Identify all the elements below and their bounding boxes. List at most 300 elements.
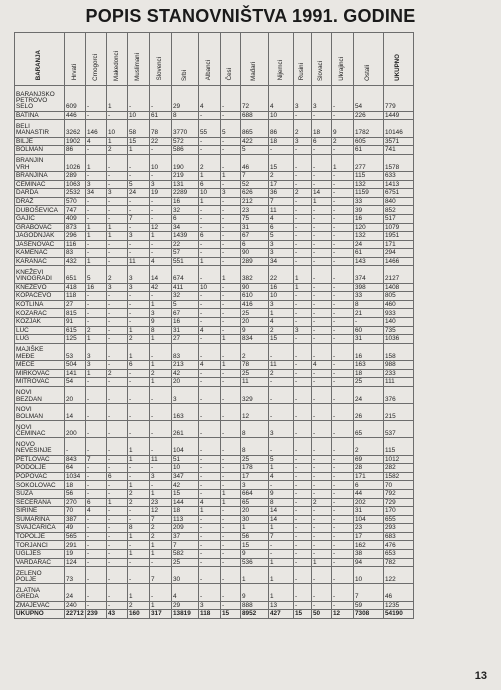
settlement-name-line: LUG bbox=[16, 335, 30, 343]
table-cell: 49 bbox=[65, 524, 86, 533]
settlement-name-cell bbox=[15, 171, 65, 180]
table-cell: - bbox=[332, 335, 354, 344]
table-cell: - bbox=[107, 421, 128, 438]
table-cell: 1 bbox=[128, 584, 150, 601]
table-cell: 3 bbox=[150, 180, 172, 189]
table-cell: 7 bbox=[172, 541, 199, 550]
table-cell: - bbox=[221, 369, 241, 378]
table-cell: - bbox=[128, 421, 150, 438]
table-row bbox=[15, 232, 414, 241]
table-cell: - bbox=[86, 524, 107, 533]
table-cell: - bbox=[199, 146, 221, 155]
table-cell: 26 bbox=[354, 403, 384, 420]
table-cell: 3 bbox=[86, 361, 107, 370]
column-header bbox=[15, 33, 65, 86]
settlement-name-cell bbox=[15, 524, 65, 533]
table-cell: - bbox=[294, 489, 312, 498]
table-cell: 2 bbox=[128, 489, 150, 498]
row-total-cell: 933 bbox=[384, 309, 414, 318]
table-cell: 888 bbox=[241, 601, 269, 610]
table-cell: 202 bbox=[354, 498, 384, 507]
settlement-name-cell bbox=[15, 481, 65, 490]
table-cell: 104 bbox=[172, 438, 199, 455]
table-cell: 31 bbox=[354, 507, 384, 516]
table-cell: 7 bbox=[269, 532, 294, 541]
table-cell: 143 bbox=[354, 257, 384, 266]
table-cell: - bbox=[86, 438, 107, 455]
column-header-label: Srbi bbox=[180, 69, 188, 81]
table-cell: 3 bbox=[128, 232, 150, 241]
row-total-cell: 215 bbox=[384, 403, 414, 420]
table-cell: 104 bbox=[354, 515, 384, 524]
table-cell: - bbox=[354, 318, 384, 327]
table-row bbox=[15, 283, 414, 292]
settlement-name-cell bbox=[15, 309, 65, 318]
table-cell: 65 bbox=[354, 421, 384, 438]
settlement-name-line: ŠEĆERANA bbox=[16, 498, 52, 506]
row-total-cell: 653 bbox=[384, 550, 414, 559]
table-cell: - bbox=[294, 180, 312, 189]
table-cell: 24 bbox=[354, 386, 384, 403]
table-cell: 5 bbox=[221, 120, 241, 137]
table-cell: 1 bbox=[107, 86, 128, 112]
table-cell: - bbox=[221, 403, 241, 420]
table-cell: 289 bbox=[65, 171, 86, 180]
table-cell: 3 bbox=[107, 283, 128, 292]
table-cell: - bbox=[86, 541, 107, 550]
table-cell: 163 bbox=[172, 403, 199, 420]
table-cell: - bbox=[107, 378, 128, 387]
table-cell: 6 bbox=[172, 214, 199, 223]
table-cell: 416 bbox=[241, 300, 269, 309]
table-cell: - bbox=[128, 240, 150, 249]
table-cell: - bbox=[294, 197, 312, 206]
settlement-name-line: KOZJAK bbox=[16, 318, 41, 326]
table-cell: 83 bbox=[65, 249, 86, 258]
table-cell: 30 bbox=[172, 567, 199, 584]
table-cell: 17 bbox=[269, 180, 294, 189]
table-cell: 1 bbox=[150, 489, 172, 498]
table-cell: 25 bbox=[241, 455, 269, 464]
table-cell: - bbox=[199, 206, 221, 215]
settlement-name-line: ZMAJEVAC bbox=[16, 601, 50, 609]
table-cell: 86 bbox=[65, 146, 86, 155]
table-cell: 23 bbox=[150, 498, 172, 507]
table-cell: - bbox=[199, 421, 221, 438]
table-cell: - bbox=[294, 567, 312, 584]
table-cell: - bbox=[86, 111, 107, 120]
table-cell: 4 bbox=[269, 472, 294, 481]
table-row bbox=[15, 257, 414, 266]
settlement-name-cell bbox=[15, 197, 65, 206]
table-cell: 4 bbox=[312, 361, 332, 370]
table-cell: 1 bbox=[269, 309, 294, 318]
table-cell: - bbox=[294, 171, 312, 180]
settlement-name-line: SELO bbox=[16, 103, 34, 111]
table-cell: 46 bbox=[241, 154, 269, 171]
table-cell: 20 bbox=[65, 386, 86, 403]
table-cell: - bbox=[128, 472, 150, 481]
table-cell: 6 bbox=[199, 180, 221, 189]
table-cell: 91 bbox=[65, 318, 86, 327]
settlement-name-cell bbox=[15, 541, 65, 550]
settlement-name-cell bbox=[15, 601, 65, 610]
table-cell: 31 bbox=[172, 326, 199, 335]
table-cell: 61 bbox=[354, 146, 384, 155]
row-total-cell: 46 bbox=[384, 584, 414, 601]
table-row bbox=[15, 137, 414, 146]
table-cell: - bbox=[221, 515, 241, 524]
table-cell: 422 bbox=[241, 137, 269, 146]
table-cell: 1034 bbox=[65, 472, 86, 481]
table-cell: 10 bbox=[269, 111, 294, 120]
table-cell: 18 bbox=[354, 369, 384, 378]
table-cell: 1 bbox=[128, 438, 150, 455]
table-cell: - bbox=[269, 438, 294, 455]
row-total-cell: 805 bbox=[384, 292, 414, 301]
settlement-name-cell bbox=[15, 403, 65, 420]
table-cell: - bbox=[294, 369, 312, 378]
table-cell: - bbox=[86, 421, 107, 438]
table-cell: - bbox=[107, 361, 128, 370]
table-row bbox=[15, 515, 414, 524]
table-cell: 11 bbox=[269, 206, 294, 215]
settlement-name-cell bbox=[15, 361, 65, 370]
table-cell: - bbox=[332, 524, 354, 533]
table-cell: - bbox=[294, 524, 312, 533]
table-cell: - bbox=[221, 464, 241, 473]
table-cell: - bbox=[294, 386, 312, 403]
settlement-name-line: SUZA bbox=[16, 490, 34, 498]
row-total-cell: 6751 bbox=[384, 189, 414, 198]
table-cell: 132 bbox=[354, 180, 384, 189]
table-cell: 6 bbox=[269, 223, 294, 232]
table-cell: 1 bbox=[128, 146, 150, 155]
table-cell: 2 bbox=[332, 137, 354, 146]
table-cell: - bbox=[332, 455, 354, 464]
table-cell: - bbox=[294, 498, 312, 507]
table-row bbox=[15, 558, 414, 567]
table-cell: 56 bbox=[241, 532, 269, 541]
table-row bbox=[15, 464, 414, 473]
settlement-name-line: ŠIRINE bbox=[16, 507, 38, 515]
table-cell: - bbox=[128, 86, 150, 112]
table-cell: 72 bbox=[241, 86, 269, 112]
table-cell: - bbox=[221, 438, 241, 455]
table-cell: - bbox=[221, 232, 241, 241]
table-cell: - bbox=[107, 584, 128, 601]
column-header bbox=[269, 33, 294, 86]
settlement-name-line: NOVO bbox=[16, 440, 35, 448]
table-cell: 125 bbox=[65, 335, 86, 344]
column-header bbox=[150, 33, 172, 86]
table-cell: 39 bbox=[354, 206, 384, 215]
settlement-name-cell bbox=[15, 214, 65, 223]
row-total-cell: 729 bbox=[384, 498, 414, 507]
table-cell: - bbox=[221, 524, 241, 533]
table-cell: - bbox=[199, 137, 221, 146]
table-cell: - bbox=[199, 292, 221, 301]
table-cell: 19 bbox=[150, 189, 172, 198]
table-cell: 1 bbox=[269, 464, 294, 473]
settlement-name-cell bbox=[15, 249, 65, 258]
row-total-cell: 655 bbox=[384, 515, 414, 524]
table-cell: 4 bbox=[269, 214, 294, 223]
settlement-name-cell bbox=[15, 180, 65, 189]
table-cell: 2 bbox=[312, 498, 332, 507]
table-cell: - bbox=[332, 206, 354, 215]
table-cell: 1 bbox=[241, 524, 269, 533]
table-cell: - bbox=[294, 438, 312, 455]
table-cell: - bbox=[128, 386, 150, 403]
table-cell: - bbox=[86, 584, 107, 601]
table-cell: 536 bbox=[241, 558, 269, 567]
table-cell: - bbox=[294, 507, 312, 516]
table-cell: 1 bbox=[150, 601, 172, 610]
column-header bbox=[332, 33, 354, 86]
table-cell: 14 bbox=[150, 266, 172, 283]
table-cell: 33 bbox=[354, 197, 384, 206]
table-cell: 17 bbox=[241, 472, 269, 481]
table-cell: - bbox=[199, 438, 221, 455]
settlement-name-cell bbox=[15, 472, 65, 481]
table-cell: 90 bbox=[241, 283, 269, 292]
table-cell: 54 bbox=[354, 86, 384, 112]
table-cell: 163 bbox=[354, 361, 384, 370]
table-cell: - bbox=[199, 558, 221, 567]
table-cell: 4 bbox=[199, 361, 221, 370]
table-cell: 374 bbox=[354, 266, 384, 283]
table-cell: - bbox=[199, 567, 221, 584]
table-cell: 20 bbox=[172, 378, 199, 387]
column-header-label: Makedonci bbox=[112, 50, 120, 81]
table-cell: - bbox=[294, 214, 312, 223]
settlement-name-line: JAGODNJAK bbox=[16, 232, 55, 240]
table-cell: 25 bbox=[354, 378, 384, 387]
table-cell: 398 bbox=[354, 283, 384, 292]
table-row bbox=[15, 498, 414, 507]
table-cell: - bbox=[199, 378, 221, 387]
table-cell: - bbox=[86, 214, 107, 223]
table-cell: - bbox=[312, 249, 332, 258]
row-total-cell: 115 bbox=[384, 438, 414, 455]
table-cell: - bbox=[294, 318, 312, 327]
total-cell: 13819 bbox=[172, 610, 199, 619]
table-cell: 1 bbox=[199, 171, 221, 180]
table-row bbox=[15, 343, 414, 360]
table-cell: - bbox=[221, 283, 241, 292]
total-cell: 118 bbox=[199, 610, 221, 619]
table-cell: 347 bbox=[172, 472, 199, 481]
table-row bbox=[15, 249, 414, 258]
column-header-label: Slovaci bbox=[317, 60, 325, 81]
table-cell: 1 bbox=[199, 197, 221, 206]
table-cell: 17 bbox=[354, 532, 384, 541]
table-cell: 3 bbox=[150, 472, 172, 481]
table-cell: 52 bbox=[241, 180, 269, 189]
table-cell: - bbox=[312, 206, 332, 215]
table-cell: - bbox=[86, 515, 107, 524]
settlement-name-cell bbox=[15, 550, 65, 559]
table-cell: 2 bbox=[269, 171, 294, 180]
settlement-name-cell bbox=[15, 567, 65, 584]
table-cell: 289 bbox=[241, 257, 269, 266]
settlement-name-line: BRANJIN bbox=[16, 157, 44, 165]
table-cell: 6 bbox=[128, 361, 150, 370]
table-row bbox=[15, 318, 414, 327]
row-total-cell: 1466 bbox=[384, 257, 414, 266]
table-cell: - bbox=[312, 464, 332, 473]
table-cell: 16 bbox=[172, 318, 199, 327]
settlement-name-cell bbox=[15, 421, 65, 438]
table-cell: - bbox=[107, 507, 128, 516]
settlement-name-line: ZLATNA bbox=[16, 586, 41, 594]
table-cell: 1 bbox=[107, 232, 128, 241]
table-cell: 626 bbox=[241, 189, 269, 198]
table-cell: - bbox=[199, 515, 221, 524]
table-cell: - bbox=[107, 111, 128, 120]
table-cell: 3 bbox=[294, 137, 312, 146]
table-cell: 572 bbox=[172, 137, 199, 146]
table-cell: - bbox=[86, 489, 107, 498]
table-cell: - bbox=[107, 481, 128, 490]
table-cell: - bbox=[107, 455, 128, 464]
column-header bbox=[86, 33, 107, 86]
settlement-name-line: GRABOVAC bbox=[16, 223, 52, 231]
table-cell: 688 bbox=[241, 111, 269, 120]
table-cell: 69 bbox=[354, 455, 384, 464]
table-cell: 2 bbox=[241, 343, 269, 360]
table-cell: - bbox=[107, 464, 128, 473]
table-cell: 124 bbox=[65, 558, 86, 567]
table-cell: 605 bbox=[354, 137, 384, 146]
row-total-cell: 170 bbox=[384, 507, 414, 516]
table-cell: 34 bbox=[172, 223, 199, 232]
row-total-cell: 782 bbox=[384, 558, 414, 567]
table-cell: 651 bbox=[65, 266, 86, 283]
total-label-cell: UKUPNO bbox=[15, 610, 65, 619]
table-cell: 2532 bbox=[65, 189, 86, 198]
table-row bbox=[15, 378, 414, 387]
table-cell: 1 bbox=[150, 300, 172, 309]
settlement-name-line: DUBOŠEVICA bbox=[16, 206, 58, 214]
table-cell: - bbox=[199, 464, 221, 473]
table-cell: 118 bbox=[65, 292, 86, 301]
table-row bbox=[15, 300, 414, 309]
table-cell: - bbox=[312, 335, 332, 344]
table-cell: 6 bbox=[354, 481, 384, 490]
table-cell: 1 bbox=[312, 197, 332, 206]
table-cell: - bbox=[221, 472, 241, 481]
table-cell: - bbox=[86, 171, 107, 180]
table-cell: 2 bbox=[128, 335, 150, 344]
table-cell: 7 bbox=[241, 171, 269, 180]
table-cell: 53 bbox=[65, 343, 86, 360]
table-cell: 25 bbox=[241, 369, 269, 378]
table-cell: 3 bbox=[221, 189, 241, 198]
row-total-cell: 1079 bbox=[384, 223, 414, 232]
table-cell: - bbox=[332, 223, 354, 232]
row-total-cell: 1449 bbox=[384, 111, 414, 120]
table-cell: 28 bbox=[354, 464, 384, 473]
table-cell: 115 bbox=[354, 171, 384, 180]
table-cell: 78 bbox=[241, 361, 269, 370]
column-header bbox=[384, 33, 414, 86]
settlement-name-line: KOPAČEVO bbox=[16, 292, 52, 300]
table-cell: - bbox=[150, 197, 172, 206]
table-cell: 11 bbox=[241, 378, 269, 387]
table-cell: 5 bbox=[269, 455, 294, 464]
settlement-name-cell bbox=[15, 369, 65, 378]
table-cell: 78 bbox=[150, 120, 172, 137]
table-cell: - bbox=[332, 292, 354, 301]
table-cell: - bbox=[199, 472, 221, 481]
table-cell: 1 bbox=[269, 558, 294, 567]
table-cell: - bbox=[86, 601, 107, 610]
table-cell: 42 bbox=[172, 369, 199, 378]
table-cell: - bbox=[269, 378, 294, 387]
table-cell: 1 bbox=[221, 171, 241, 180]
settlement-name-line: ČEMINAC bbox=[16, 180, 46, 188]
table-cell: 14 bbox=[65, 403, 86, 420]
table-cell: - bbox=[86, 206, 107, 215]
table-cell: - bbox=[294, 584, 312, 601]
settlement-name-line: BELI bbox=[16, 122, 30, 130]
table-cell: 1 bbox=[221, 266, 241, 283]
table-cell: - bbox=[128, 378, 150, 387]
table-cell: 70 bbox=[65, 507, 86, 516]
settlement-name-line: LUČ bbox=[16, 326, 29, 334]
table-body bbox=[15, 86, 414, 619]
settlement-name-line: DARDA bbox=[16, 189, 39, 197]
settlement-name-cell bbox=[15, 283, 65, 292]
table-cell: - bbox=[294, 421, 312, 438]
table-cell: - bbox=[107, 300, 128, 309]
settlement-name-cell bbox=[15, 266, 65, 283]
table-cell: 29 bbox=[172, 86, 199, 112]
table-cell: - bbox=[312, 154, 332, 171]
table-cell: - bbox=[312, 438, 332, 455]
settlement-name-cell bbox=[15, 558, 65, 567]
table-cell: - bbox=[221, 541, 241, 550]
table-cell: 1902 bbox=[65, 137, 86, 146]
table-cell: 7 bbox=[354, 584, 384, 601]
table-cell: - bbox=[269, 343, 294, 360]
table-cell: 32 bbox=[172, 292, 199, 301]
column-header-label: Ukrajinci bbox=[338, 56, 346, 81]
table-cell: - bbox=[312, 421, 332, 438]
table-cell: - bbox=[107, 197, 128, 206]
table-cell: 1 bbox=[107, 498, 128, 507]
total-cell: 317 bbox=[150, 610, 172, 619]
table-cell: 3 bbox=[128, 283, 150, 292]
table-cell: 22 bbox=[269, 266, 294, 283]
table-cell: - bbox=[269, 481, 294, 490]
table-cell: - bbox=[221, 86, 241, 112]
table-cell: - bbox=[199, 403, 221, 420]
row-total-cell: 1413 bbox=[384, 180, 414, 189]
table-cell: 42 bbox=[172, 481, 199, 490]
table-cell: 1 bbox=[150, 335, 172, 344]
table-cell: 2 bbox=[354, 438, 384, 455]
settlement-name-line: BARANJSKO bbox=[16, 90, 55, 98]
table-cell: 16 bbox=[86, 283, 107, 292]
table-cell: 1159 bbox=[354, 189, 384, 198]
table-header-row bbox=[15, 33, 414, 86]
table-cell: - bbox=[294, 403, 312, 420]
settlement-name-line: ZELENO bbox=[16, 569, 42, 577]
table-cell: 504 bbox=[65, 361, 86, 370]
